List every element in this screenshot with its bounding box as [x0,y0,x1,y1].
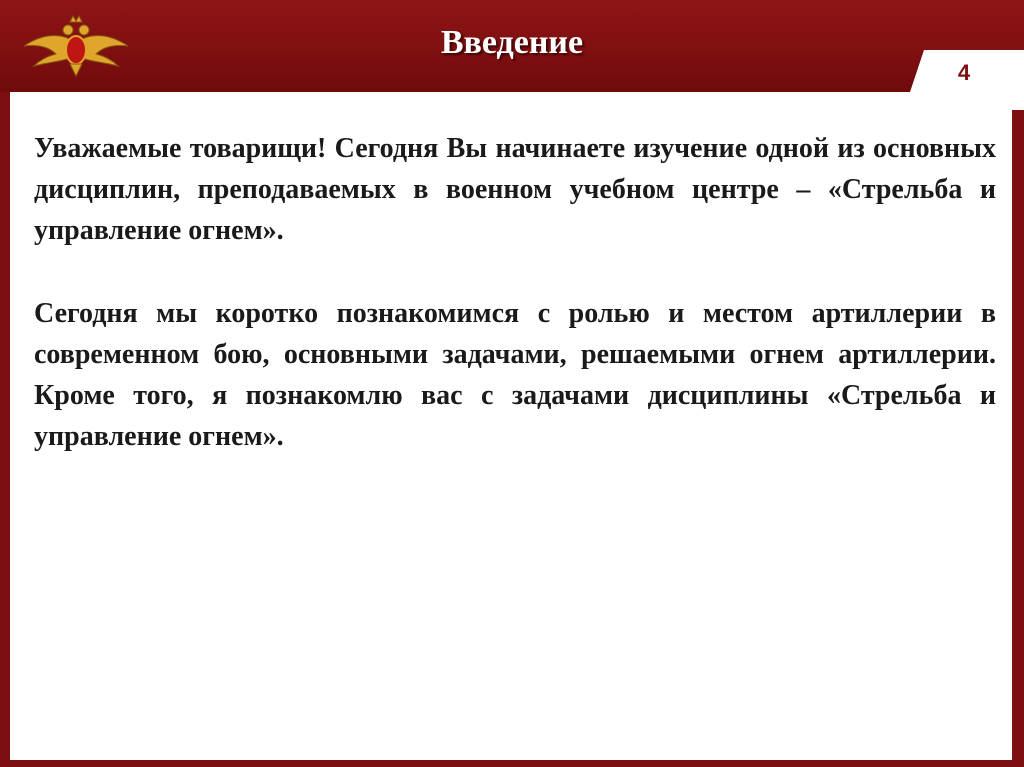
paragraph-overview: Сегодня мы коротко познакомимся с ролью и местом артиллерии в современном бою, основными задачами, решаемыми огнем артиллерии. Кроме того, я познакомлю вас с задачами дисциплины «Стрельба и управление огнем». [34,298,996,452]
paragraph-intro: Уважаемые товарищи! Сегодня Вы начинаете изучение одной из основных дисциплин, преподаваемых в военном учебном центре – «Стрельба и управление огнем». [34,133,996,246]
body-text [34,128,996,499]
header-bar [0,0,1024,92]
page-number: 4 [957,60,971,85]
page-title: Введение [440,24,584,61]
